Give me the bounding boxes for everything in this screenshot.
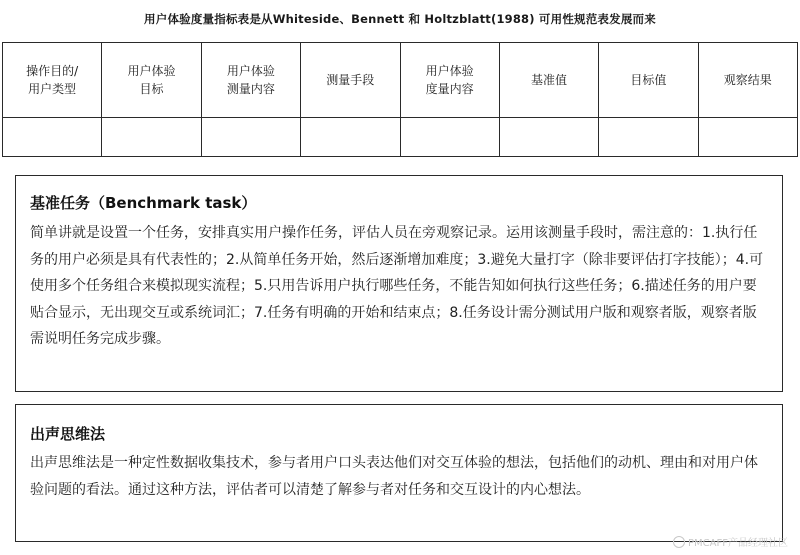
header-cell-target: 目标值 (599, 43, 698, 118)
table-cell (201, 118, 300, 157)
think-aloud-heading: 出声思维法 (30, 425, 106, 443)
table-cell (102, 118, 201, 157)
table-cell (3, 118, 102, 157)
watermark (673, 534, 788, 549)
benchmark-task-body: 简单讲就是设置一个任务，安排真实用户操作任务，评估人员在旁观察记录。运用该测量手段时，需注意的：1.执行任务的用户必须是具有代表性的；2.从简单任务开始，然后逐渐增加难度；3.避免大量打字（除非要评估打字技能）；4.可使用多个任务组合来模拟现实流程；5.只用告诉用户执行哪些任务，不能告知如何执行这些任务；6.描述任务的用户要贴合显示，无出现交互或系统词汇；7.任务有明确的开始和结束点；8.任务设计需分测试用户版和观察者版，观察者版需说明任务完成步骤。 (30, 225, 764, 347)
watermark-text: PMCAFF产品经理社区 (688, 538, 788, 549)
table-row (3, 118, 798, 157)
pmcaff-logo-icon (673, 536, 685, 548)
table-header-row (3, 43, 798, 118)
think-aloud-card (15, 404, 783, 542)
table-cell (499, 118, 598, 157)
table-cell (400, 118, 499, 157)
header-cell-measure-content: 用户体验 测量内容 (201, 43, 300, 118)
header-cell-purpose: 操作目的/ 用户类型 (3, 43, 102, 118)
think-aloud-body: 出声思维法是一种定性数据收集技术，参与者用户口头表达他们对交互体验的想法，包括他们的动机、理由和对用户体验问题的看法。通过这种方法，评估者可以清楚了解参与者对任务和交互设计的内心想法。 (30, 455, 758, 498)
header-cell-measure-method: 测量手段 (301, 43, 400, 118)
table-cell (301, 118, 400, 157)
benchmark-task-card (15, 175, 783, 392)
header-cell-metric-content: 用户体验 度量内容 (400, 43, 499, 118)
header-cell-observation: 观察结果 (698, 43, 797, 118)
page-title: 用户体验度量指标表是从Whiteside、Bennett 和 Holtzblatt(1988) 可用性规范表发展而来 (144, 12, 656, 26)
benchmark-task-heading: 基准任务（Benchmark task） (30, 194, 257, 212)
header-cell-baseline: 基准值 (499, 43, 598, 118)
table-cell (599, 118, 698, 157)
header-cell-ux-goal: 用户体验 目标 (102, 43, 201, 118)
metrics-table (2, 42, 798, 157)
table-cell (698, 118, 797, 157)
